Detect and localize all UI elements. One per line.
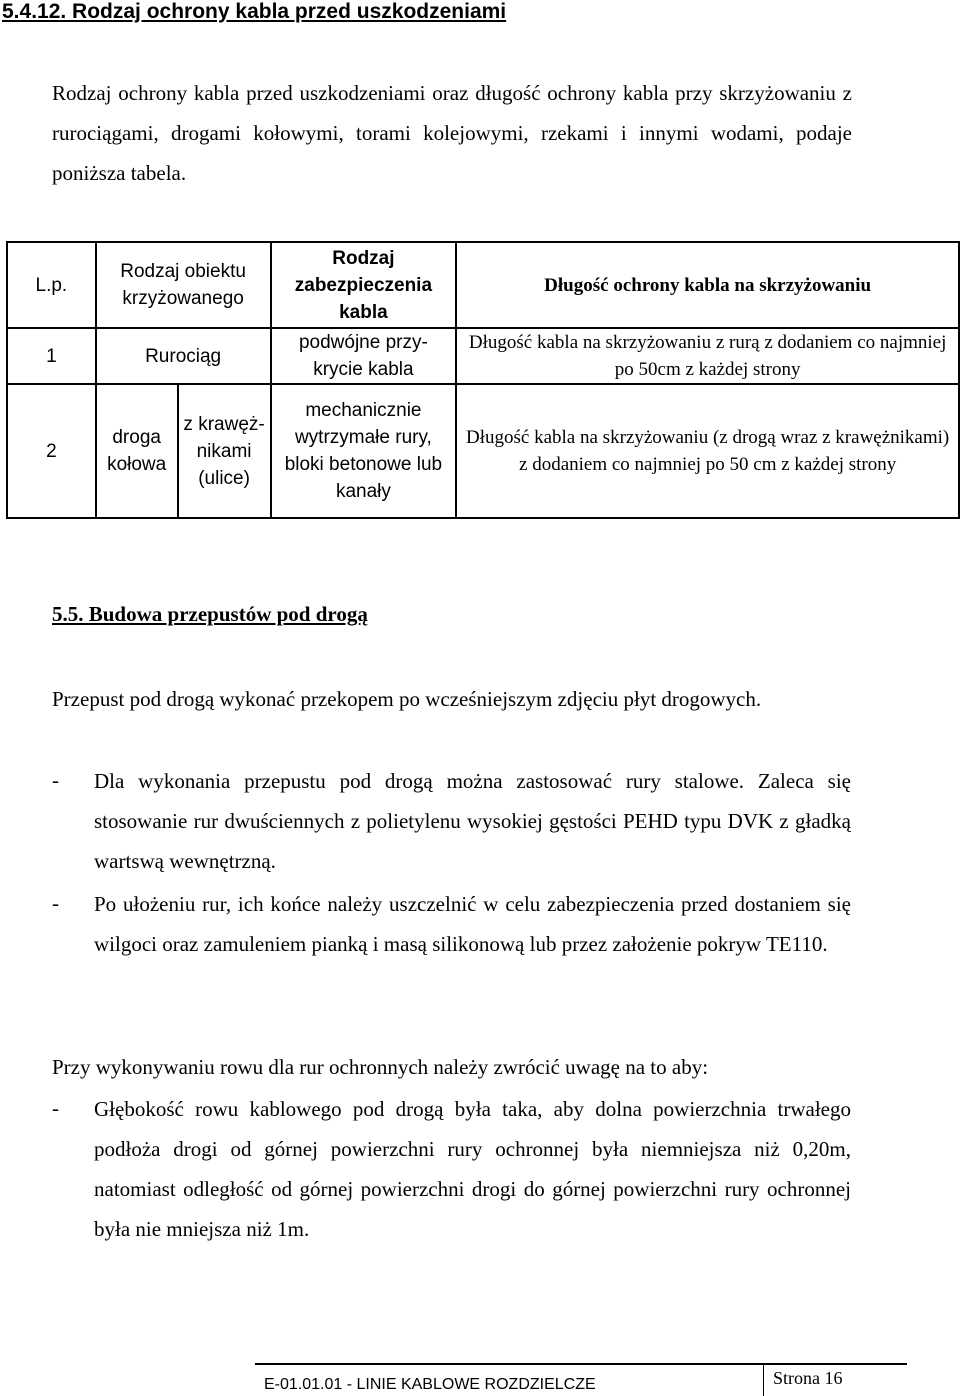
trench-paragraph: Przy wykonywaniu rowu dla rur ochronnych należy zwrócić uwagę na to aby: — [52, 1055, 709, 1079]
cell-object: droga kołowa — [96, 384, 178, 518]
protection-table — [6, 241, 960, 519]
page-label: Strona — [773, 1368, 820, 1388]
header-object-type: Rodzaj obiektu krzyżowanego — [96, 242, 271, 328]
table-row — [7, 384, 959, 518]
cell-protection: mechanicznie wytrzymałe rury, bloki betonowe lub kanały — [271, 384, 457, 518]
cell-length: Długość kabla na skrzyżowaniu z rurą z dodaniem co najmniej po 50cm z każdej strony — [456, 328, 959, 384]
header-protection-type: Rodzaj zabezpieczenia kabla — [271, 242, 457, 328]
cell-object: Rurociąg — [96, 328, 271, 384]
cell-lp: 2 — [7, 384, 96, 518]
cell-object-sub: z krawęż-nikami (ulice) — [178, 384, 271, 518]
header-lp: L.p. — [7, 242, 96, 328]
intro-paragraph: Rodzaj ochrony kabla przed uszkodzeniami oraz długość ochrony kabla przy skrzyżowaniu z rurociągami, drogami kołowymi, torami kolejowymi, rzekami i innymi wodami, podaje poniższa tabela. — [52, 81, 852, 185]
bullet-marker: - — [52, 891, 59, 915]
bullet-marker: - — [52, 768, 59, 792]
bullet-item: Dla wykonania przepustu pod drogą można zastosować rury stalowe. Zaleca się stosowanie rur dwuściennych z polietylenu wysokiej gęstości PEHD typu DVK z gładką wartswą wewnętrzną. — [94, 769, 851, 873]
table-header-row — [7, 242, 959, 328]
bullet-item: Po ułożeniu rur, ich końce należy uszczelnić w celu zabezpieczenia przed dostaniem się wilgoci oraz zamuleniem pianką i masą silikonową lub przez założenie pokryw TE110. — [94, 892, 851, 956]
cell-lp: 1 — [7, 328, 96, 384]
section-heading-2: 5.5. Budowa przepustów pod drogą — [52, 602, 368, 626]
table-row — [7, 328, 959, 384]
page-number: 16 — [824, 1368, 843, 1388]
footer-document-code: E-01.01.01 - LINIE KABLOWE ROZDZIELCZE — [264, 1376, 596, 1393]
cell-protection: podwójne przy-krycie kabla — [271, 328, 457, 384]
footer-rule — [255, 1363, 907, 1365]
culvert-paragraph: Przepust pod drogą wykonać przekopem po wcześniejszym zdjęciu płyt drogowych. — [52, 687, 762, 711]
header-protection-length: Długość ochrony kabla na skrzyżowaniu — [456, 242, 959, 328]
bullet-item: Głębokość rowu kablowego pod drogą była taka, aby dolna powierzchnia trwałego podłoża drogi od górnej powierzchni rury ochronnej była niemniejsza niż 0,20m, natomiast odległość od górnej powierzchni drogi do górnej powierzchni rury ochronnej była nie mniejsza niż 1m. — [94, 1097, 851, 1241]
cell-length: Długość kabla na skrzyżowaniu (z drogą wraz z krawężnikami) z dodaniem co najmniej po 50 cm z każdej strony — [456, 384, 959, 518]
footer-page-number — [773, 1368, 843, 1389]
section-heading: 5.4.12. Rodzaj ochrony kabla przed uszkodzeniami — [2, 0, 507, 23]
bullet-marker: - — [52, 1096, 59, 1120]
footer-divider — [763, 1365, 764, 1396]
